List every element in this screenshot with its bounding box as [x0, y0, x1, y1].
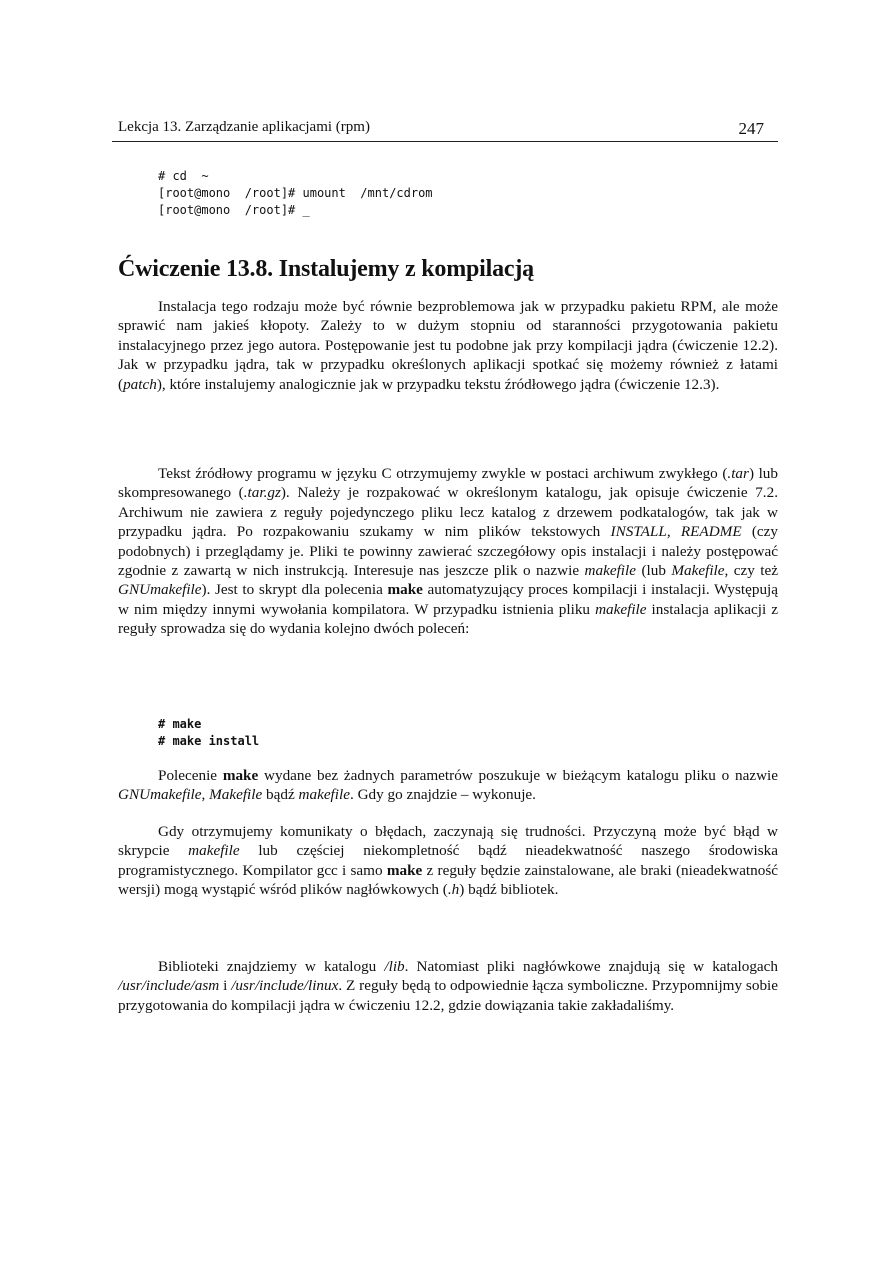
- running-header: [118, 119, 778, 141]
- text: ) lub skompresowanego (: [118, 465, 778, 502]
- term-tar: .tar: [727, 465, 749, 482]
- paragraph-libraries: [118, 957, 778, 1015]
- code-block-shell: [158, 168, 433, 219]
- code-line: [root@mono /root]# _: [158, 203, 310, 217]
- term-makefile: makefile: [584, 562, 636, 580]
- text: , czy też: [724, 562, 779, 580]
- text: ). Jest to skrypt dla polecenia: [201, 581, 388, 599]
- text: instalacja aplikacji z reguły sprowadza się do wydania kolejno dwóch poleceń:: [118, 600, 778, 638]
- text: ), które instalujemy analogicznie jak w przypadku tekstu źródłowego jądra (ćwiczenie 12.3).: [156, 375, 720, 393]
- page-number: 247: [738, 119, 764, 138]
- term-Makefile: Makefile: [209, 786, 263, 804]
- path-include-asm: /usr/include/asm: [118, 977, 220, 995]
- paragraph-make-search: [118, 766, 778, 805]
- term-readme: README: [680, 523, 742, 541]
- path-include-linux: /usr/include/linux: [231, 977, 339, 995]
- text: bądź: [262, 786, 299, 804]
- text: (czy podobnych) i przeglądamy je. Pliki te powinny zawierać szczegółowy opis instalacji i należy postępować zgodnie z zawartą w nich instrukcją. Interesuje nas jeszcze plik o nazwie: [118, 523, 778, 580]
- path-lib: /lib: [384, 958, 405, 975]
- text: . Gdy go znajdzie – wykonuje.: [349, 786, 536, 804]
- code-block-make: [158, 716, 259, 750]
- text: . Natomiast pliki nagłówkowe znajdują się w katalogach: [404, 958, 778, 975]
- text: Instalacja tego rodzaju może być równie bezproblemowa jak w przypadku pakietu RPM, ale może sprawić nam jakieś kłopoty. Zależy to w dużym stopniu od staranności przygotowania pakietu instalacyjnego przez jego autora. Postępowanie jest tu podobne jak przy kompilacji jądra (ćwiczenie 12.2). Jak w przypadku jądra, tak w przypadku określonych aplikacji spotkać się możemy również z łatami (: [118, 298, 778, 393]
- text: . Z reguły będą to odpowiednie łącza symboliczne. Przypomnijmy sobie przygotowania do kompilacji jądra w ćwiczeniu 12.2, gdzie dowiązania takie zakładaliśmy.: [118, 977, 778, 1014]
- term-GNUmakefile: GNUmakefile: [118, 581, 202, 599]
- chapter-title: Lekcja 13. Zarządzanie aplikacjami (rpm): [118, 119, 370, 135]
- paragraph-errors: [118, 822, 778, 900]
- text: wydane bez żadnych parametrów poszukuje w bieżącym katalogu pliku o nazwie: [258, 767, 778, 784]
- term-makefile: makefile: [298, 786, 350, 804]
- term-GNUmakefile: GNUmakefile: [118, 786, 202, 804]
- term-make: make: [386, 861, 423, 879]
- text: lub częściej niekompletność bądź nieadekwatność naszego środowiska programistycznego. Kompilator gcc i samo: [118, 842, 779, 879]
- text: automatyzujący proces kompilacji i instalacji. Występują w nim między innymi wywołania kompilatora. W przypadku istnienia pliku: [118, 581, 779, 618]
- text: i: [219, 977, 232, 995]
- code-line: # make install: [158, 734, 260, 748]
- text: z reguły będzie zainstalowane, ale braki (nieadekwatność wersji) mogą wystąpić wśród plików nagłówkowych (: [118, 861, 778, 899]
- section-heading: Ćwiczenie 13.8. Instalujemy z kompilacją: [118, 256, 534, 282]
- text: (lub: [635, 562, 672, 580]
- text: Biblioteki znajdziemy w katalogu: [158, 958, 385, 975]
- term-makefile: makefile: [188, 842, 240, 860]
- code-line: [root@mono /root]# umount /mnt/cdrom: [158, 186, 433, 200]
- term-h: .h: [447, 881, 460, 899]
- text: ,: [666, 523, 681, 541]
- header-rule: [112, 141, 778, 142]
- text: Polecenie: [158, 767, 223, 784]
- term-makefile: makefile: [595, 600, 647, 618]
- paragraph-intro: [118, 297, 778, 394]
- text: ) bądź bibliotek.: [459, 881, 559, 899]
- term-make: make: [222, 767, 259, 784]
- code-line: # make: [158, 717, 202, 731]
- text: Gdy otrzymujemy komunikaty o błędach, zaczynają się trudności. Przyczyną może być błąd w skrypcie: [118, 823, 778, 860]
- term-install: INSTALL: [610, 523, 667, 541]
- text: Tekst źródłowy programu w języku C otrzymujemy zwykle w postaci archiwum zwykłego (: [158, 465, 728, 482]
- term-patch: patch: [123, 375, 157, 393]
- text: ). Należy je rozpakować w określonym katalogu, jak opisuje ćwiczenie 7.2. Archiwum nie zawiera z reguły pojedynczego pliku lecz katalog z drzewem podkatalogów, tak jak w przypadku jądra. Po rozpakowaniu szukamy w nim plików tekstowych: [118, 484, 778, 541]
- paragraph-source-archive: [118, 464, 778, 639]
- term-Makefile: Makefile: [671, 562, 725, 580]
- text: ,: [201, 786, 210, 804]
- term-make: make: [387, 581, 423, 599]
- code-line: # cd ~: [158, 169, 209, 183]
- term-targz: .tar.gz: [243, 484, 281, 502]
